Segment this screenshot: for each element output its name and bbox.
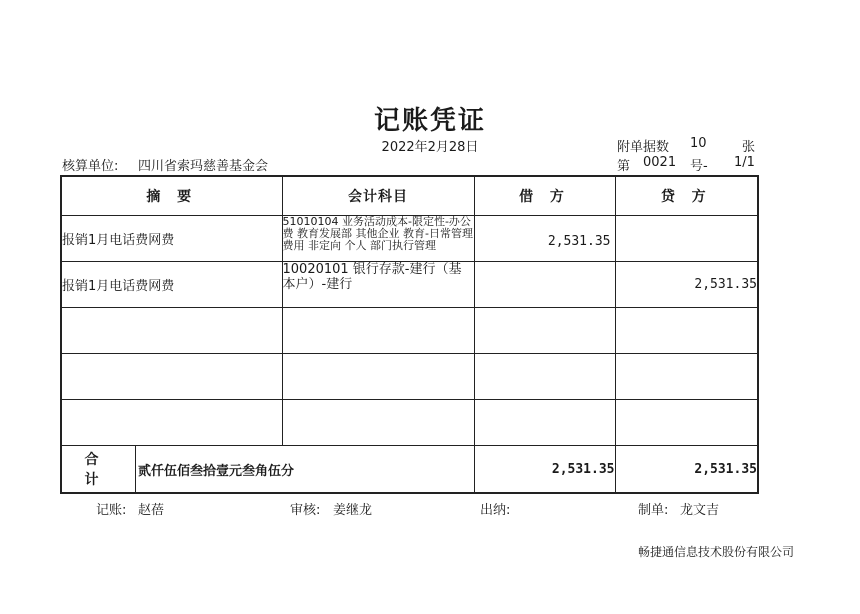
reviewer-label: 审核:	[290, 503, 321, 518]
header-credit: 贷 方	[615, 176, 758, 216]
voucher-table	[60, 175, 759, 494]
table-row-empty	[61, 308, 758, 354]
entry-debit	[474, 262, 615, 308]
entry-account: 10020101 银行存款-建行（基本户）-建行	[282, 262, 474, 308]
total-debit: 2,531.35	[474, 446, 615, 494]
attachments-label: 附单据数	[617, 140, 670, 155]
entry-account: 51010104 业务活动成本-限定性-办公费 教育发展部 其他企业 教育-日常管理费用 非定向 个人 部门执行管理	[282, 216, 474, 262]
entry-debit-value: 2,531.35	[547, 234, 611, 249]
preparer-label: 制单:	[638, 503, 669, 518]
attachments-count: 10	[690, 136, 707, 151]
unit-label: 核算单位:	[62, 159, 119, 174]
entry-summary: 报销1月电话费网费	[61, 216, 282, 262]
table-row-empty	[61, 400, 758, 446]
entry-credit: 2,531.35	[615, 262, 758, 308]
voucher-no-suffix: 号-	[690, 159, 708, 174]
table-row	[61, 262, 758, 308]
bookkeeper-label: 记账:	[96, 503, 127, 518]
entry-credit	[615, 216, 758, 262]
attachments-unit: 张	[742, 140, 756, 155]
total-label: 合 计	[62, 446, 136, 492]
table-row	[61, 216, 758, 262]
voucher-no-prefix: 第	[617, 159, 631, 174]
total-amount-in-words: 贰仟伍佰叁拾壹元叁角伍分	[138, 463, 295, 479]
software-company: 畅捷通信息技术股份有限公司	[637, 545, 794, 559]
table-header-row	[61, 176, 758, 216]
unit-name: 四川省索玛慈善基金会	[138, 159, 269, 174]
header-account: 会计科目	[282, 176, 474, 216]
header-summary: 摘 要	[61, 176, 282, 216]
total-row	[61, 446, 758, 494]
voucher-date: 2022年2月28日	[381, 140, 479, 155]
total-credit: 2,531.35	[615, 446, 758, 494]
voucher-title: 记账凭证	[373, 106, 486, 136]
table-row-empty	[61, 354, 758, 400]
voucher-number: 0021	[643, 155, 677, 170]
entry-summary: 报销1月电话费网费	[61, 262, 282, 308]
header-debit: 借 方	[474, 176, 615, 216]
preparer-name: 龙文吉	[680, 503, 720, 518]
voucher-page: 1/1	[734, 155, 755, 170]
cashier-label: 出纳:	[480, 503, 511, 518]
reviewer-name: 姜继龙	[333, 503, 373, 518]
total-cell	[61, 446, 474, 494]
entry-debit	[474, 216, 615, 262]
bookkeeper-name: 赵蓓	[138, 503, 165, 518]
